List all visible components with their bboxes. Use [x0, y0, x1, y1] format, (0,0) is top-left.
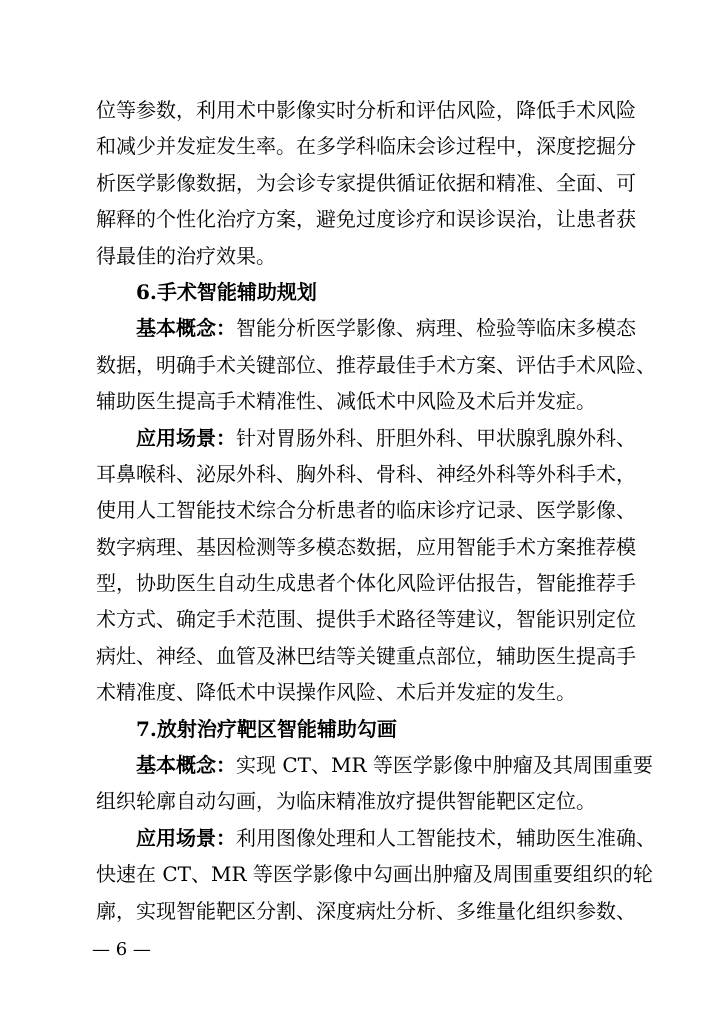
section6-application [96, 420, 634, 711]
section6-basic-concept [96, 310, 656, 419]
text-line: 组织轮廓自动勾画，为临床精准放疗提供智能靶区定位。 [96, 789, 596, 814]
section-heading-6: 6.手术智能辅助规划 [136, 279, 317, 304]
text-line [96, 820, 656, 856]
application-text: 针对胃肠外科、肝胆外科、甲状腺乳腺外科、 [236, 425, 636, 450]
text-line [96, 420, 634, 456]
paragraph-continuation [96, 92, 634, 274]
text-line: 数字病理、基因检测等多模态数据，应用智能手术方案推荐模 [96, 534, 636, 559]
document-body [96, 92, 656, 929]
section7-application [96, 820, 656, 929]
basic-concept-label: 基本概念： [136, 316, 236, 341]
text-line [96, 747, 653, 783]
text-line: 快速在 CT、MR 等医学影像中勾画出肿瘤及周围重要组织的轮 [96, 862, 653, 887]
basic-concept-label: 基本概念： [136, 753, 236, 778]
text-line: 析医学影像数据，为会诊专家提供循证依据和精准、全面、可 [96, 170, 636, 195]
page-number: — 6 — [92, 939, 151, 960]
basic-concept-text: 智能分析医学影像、病理、检验等临床多模态 [236, 316, 636, 341]
text-line: 解释的个性化治疗方案，避免过度诊疗和误诊误治，让患者获 [96, 207, 636, 232]
text-line: 和减少并发症发生率。在多学科临床会诊过程中，深度挖掘分 [96, 134, 636, 159]
text-line [96, 310, 634, 346]
text-line: 术精准度、降低术中误操作风险、术后并发症的发生。 [96, 680, 576, 705]
application-label: 应用场景： [136, 425, 236, 450]
section7-basic-concept [96, 747, 653, 820]
text-line: 廓，实现智能靶区分割、深度病灶分析、多维量化组织参数、 [96, 898, 636, 923]
application-text: 利用图像处理和人工智能技术，辅助医生准确、 [236, 825, 656, 850]
text-line: 数据，明确手术关键部位、推荐最佳手术方案、评估手术风险、 [96, 352, 656, 377]
text-line: 使用人工智能技术综合分析患者的临床诊疗记录、医学影像、 [96, 498, 636, 523]
text-line: 得最佳的治疗效果。 [96, 243, 276, 268]
text-line: 辅助医生提高手术精准性、减低术中风险及术后并发症。 [96, 389, 596, 414]
section-heading-7: 7.放射治疗靶区智能辅助勾画 [136, 716, 397, 741]
text-line: 耳鼻喉科、泌尿外科、胸外科、骨科、神经外科等外科手术， [96, 461, 636, 486]
text-line: 病灶、神经、血管及淋巴结等关键重点部位，辅助医生提高手 [96, 643, 636, 668]
basic-concept-text: 实现 CT、MR 等医学影像中肿瘤及其周围重要 [236, 753, 653, 778]
text-line: 位等参数，利用术中影像实时分析和评估风险，降低手术风险 [96, 98, 636, 122]
text-line: 术方式、确定手术范围、提供手术路径等建议，智能识别定位 [96, 607, 636, 632]
text-line: 型，协助医生自动生成患者个体化风险评估报告，智能推荐手 [96, 571, 636, 596]
application-label: 应用场景： [136, 825, 236, 850]
